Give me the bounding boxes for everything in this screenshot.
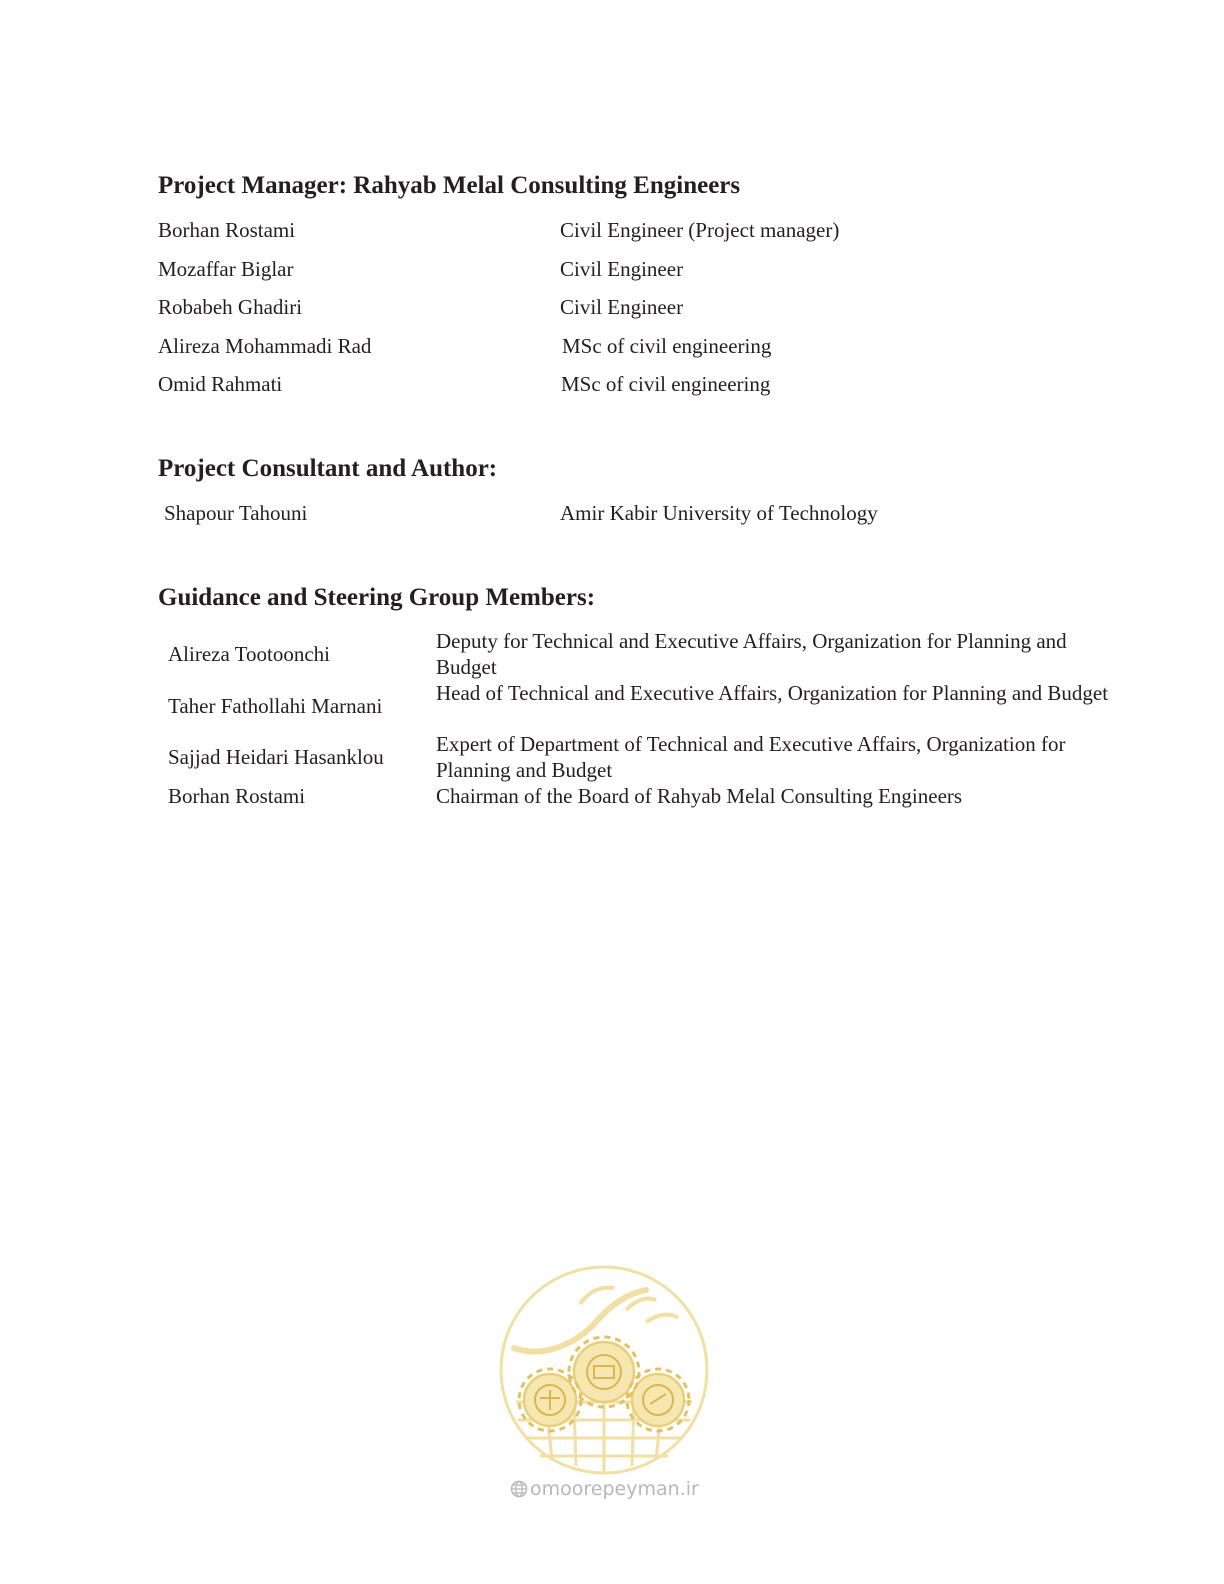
pm-name-1: Borhan Rostami xyxy=(158,218,296,242)
globe-icon xyxy=(510,1480,528,1498)
steering-heading: Guidance and Steering Group Members: xyxy=(158,584,596,611)
pm-role-5: MSc of civil engineering xyxy=(561,372,771,396)
steering-name-3: Sajjad Heidari Hasanklou xyxy=(168,745,384,769)
consultant-affiliation: Amir Kabir University of Technology xyxy=(560,501,878,525)
consultant-name: Shapour Tahouni xyxy=(164,501,308,525)
omoorepeyman-watermark-logo xyxy=(496,1262,712,1478)
pm-role-4: MSc of civil engineering xyxy=(562,334,772,358)
consultant-heading: Project Consultant and Author: xyxy=(158,455,498,482)
watermark-url xyxy=(510,1478,699,1500)
watermark-url-text: omoorepeyman.ir xyxy=(530,1478,699,1500)
steering-role-2: Head of Technical and Executive Affairs, Organization for Planning and Budget xyxy=(436,681,1109,705)
project-manager-heading: Project Manager: Rahyab Melal Consulting Engineers xyxy=(158,172,741,199)
pm-role-2: Civil Engineer xyxy=(560,257,684,281)
steering-role-4: Chairman of the Board of Rahyab Melal Consulting Engineers xyxy=(436,784,963,808)
watermark-seal-icon xyxy=(496,1262,712,1478)
steering-role-1: Deputy for Technical and Executive Affairs, Organization for Planning and Budget xyxy=(436,629,1067,679)
pm-name-2: Mozaffar Biglar xyxy=(158,257,294,281)
pm-name-4: Alireza Mohammadi Rad xyxy=(158,334,372,358)
pm-role-3: Civil Engineer xyxy=(560,295,684,319)
pm-role-1: Civil Engineer (Project manager) xyxy=(560,218,840,242)
steering-role-3: Expert of Department of Technical and Executive Affairs, Organization for Planning and Budget xyxy=(436,732,1066,782)
steering-name-4: Borhan Rostami xyxy=(168,784,306,808)
steering-name-2: Taher Fathollahi Marnani xyxy=(168,694,383,718)
pm-name-5: Omid Rahmati xyxy=(158,372,283,396)
steering-name-1: Alireza Tootoonchi xyxy=(168,642,331,666)
pm-name-3: Robabeh Ghadiri xyxy=(158,295,303,319)
